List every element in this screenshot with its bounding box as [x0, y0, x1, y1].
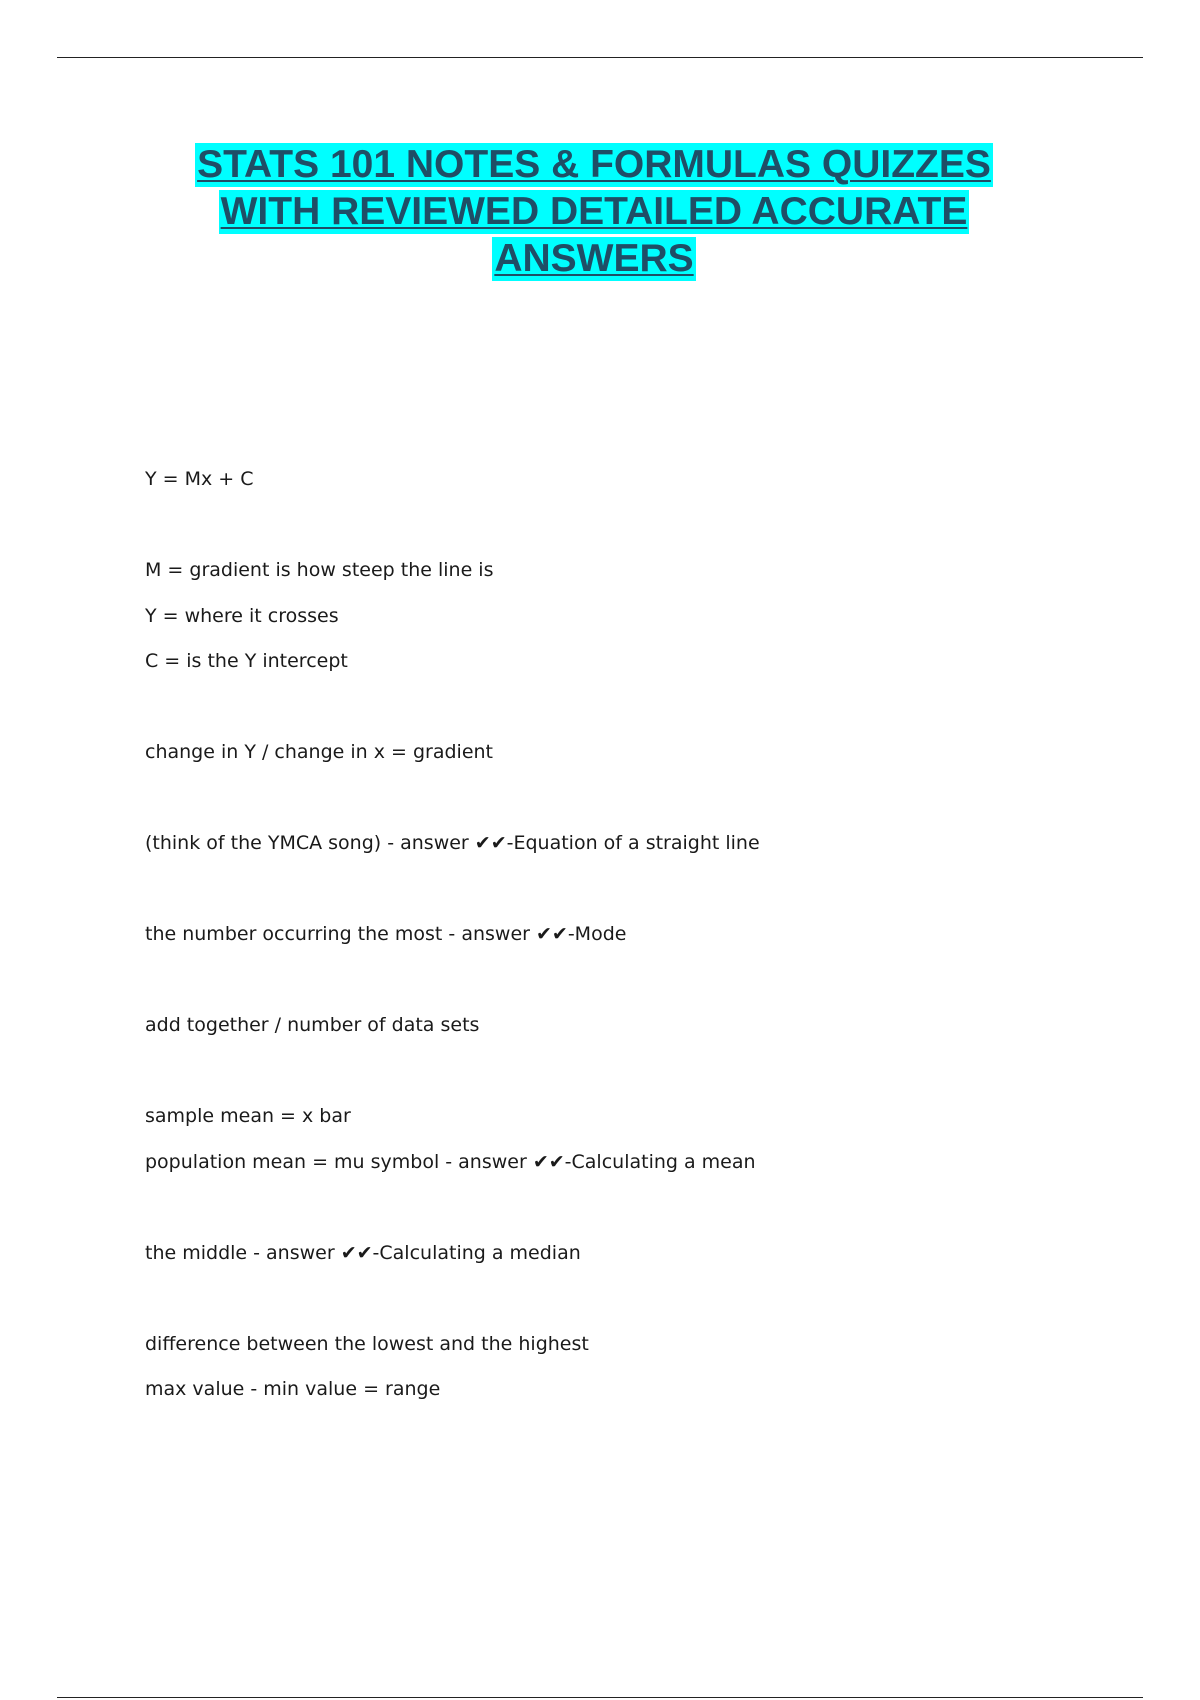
- note-line-mean-answer: population mean = mu symbol - answer ✔✔-Calculating a mean: [145, 1151, 756, 1173]
- note-line-range-formula: max value - min value = range: [145, 1378, 441, 1400]
- note-line-sample-mean: sample mean = x bar: [145, 1105, 351, 1127]
- note-line-median-answer: the middle - answer ✔✔-Calculating a median: [145, 1242, 581, 1264]
- title-line-1: STATS 101 NOTES & FORMULAS QUIZZES: [197, 143, 991, 186]
- note-line-y-definition: Y = where it crosses: [145, 605, 339, 627]
- header-rule: [57, 57, 1143, 58]
- title-line-2: WITH REVIEWED DETAILED ACCURATE: [220, 190, 968, 233]
- document-title: [0, 143, 1188, 284]
- note-line-mode-answer: the number occurring the most - answer ✔✔-Mode: [145, 923, 627, 945]
- note-line-range-definition: difference between the lowest and the highest: [145, 1333, 589, 1355]
- note-line-c-definition: C = is the Y intercept: [145, 650, 348, 672]
- note-line-gradient-definition: M = gradient is how steep the line is: [145, 559, 494, 581]
- note-line-mean-formula: add together / number of data sets: [145, 1014, 480, 1036]
- title-line-3: ANSWERS: [494, 237, 694, 280]
- note-line-equation: Y = Mx + C: [145, 468, 254, 490]
- note-line-straight-line-answer: (think of the YMCA song) - answer ✔✔-Equation of a straight line: [145, 832, 760, 854]
- footer-rule: [57, 1697, 1143, 1698]
- note-line-gradient-formula: change in Y / change in x = gradient: [145, 741, 494, 763]
